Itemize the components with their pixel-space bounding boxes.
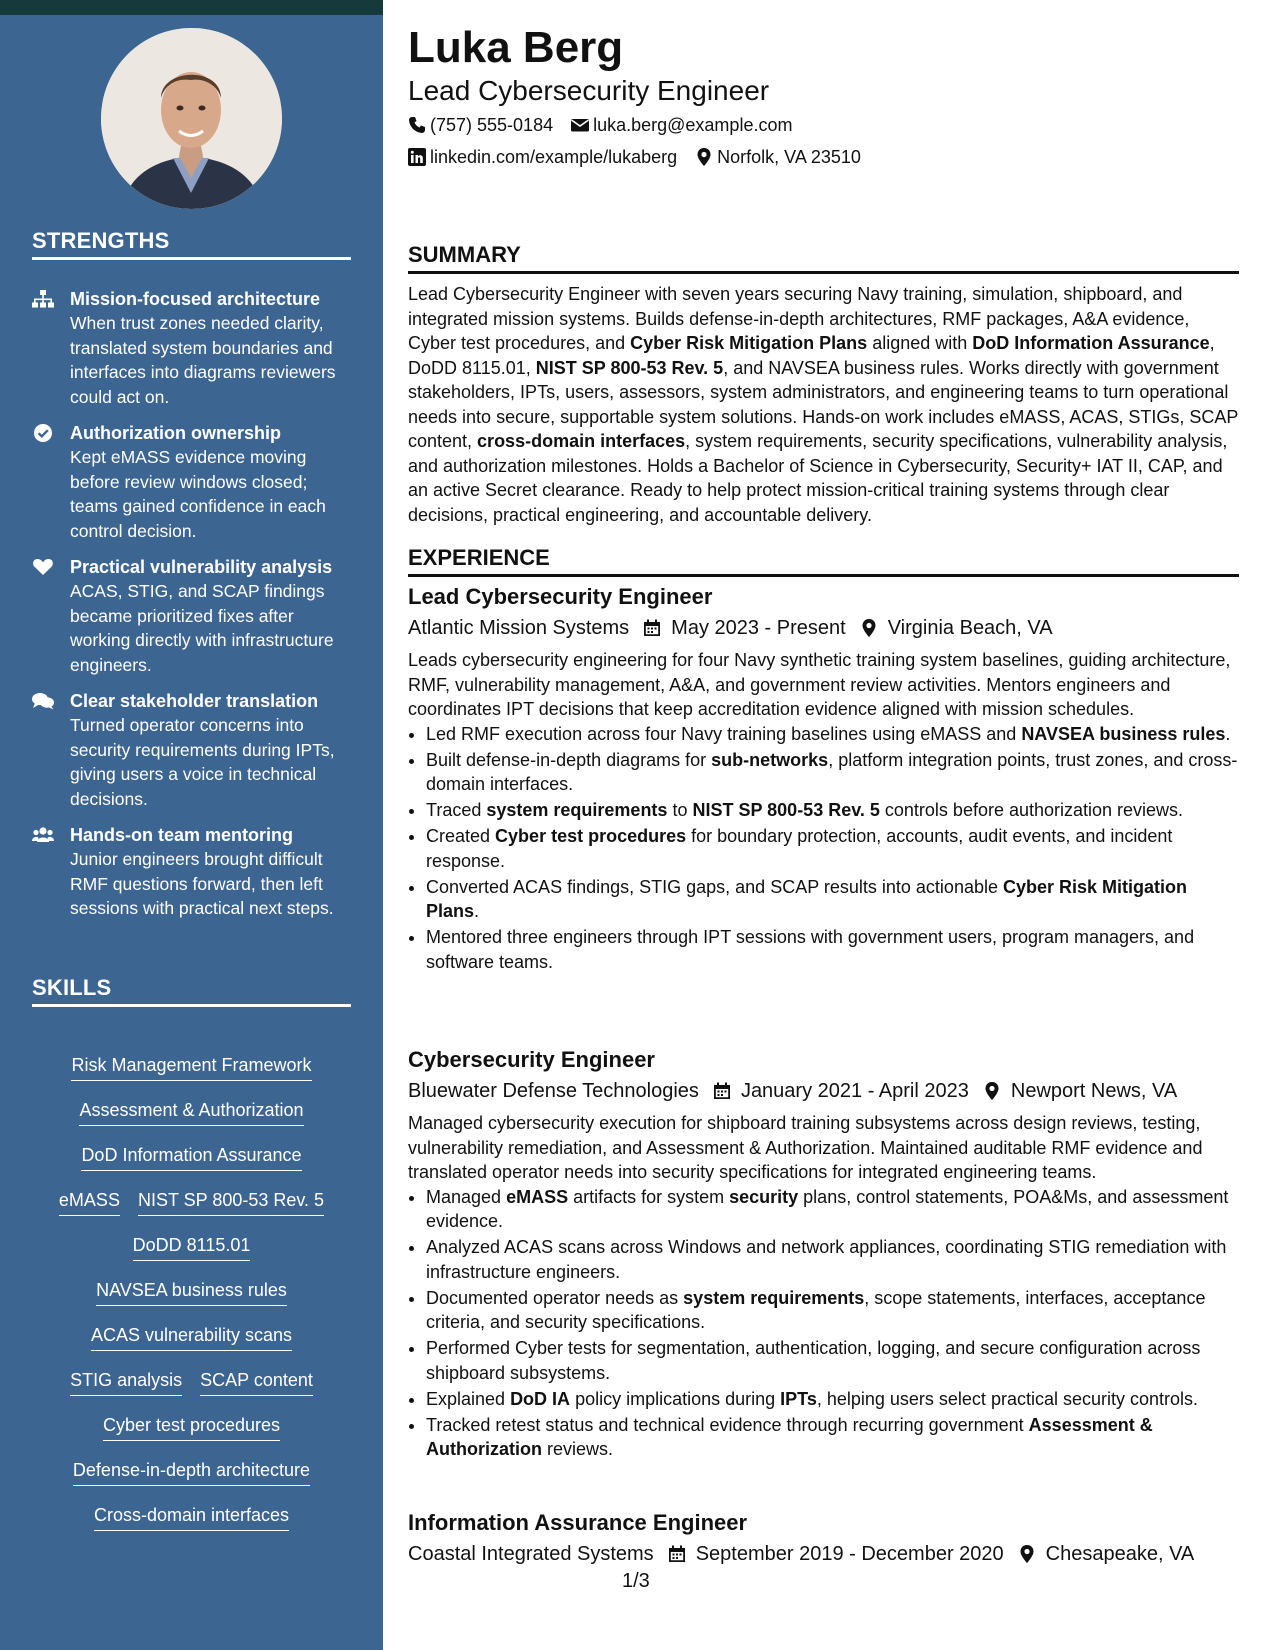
job-bullet bbox=[426, 925, 1239, 974]
bold-text: cross-domain interfaces bbox=[477, 431, 686, 451]
strength-item bbox=[32, 823, 351, 921]
text-segment: Lead Cybersecurity Engineer with seven years securing Navy training, simulation, shipboard, and integrated mission systems. Builds defense-in-depth architectures, RMF packages, A&A evidence, Cyber test procedures, and bbox=[408, 284, 1190, 353]
map-marker-icon bbox=[695, 148, 713, 166]
job-bullet bbox=[426, 1413, 1239, 1462]
linkedin-url: linkedin.com/example/lukaberg bbox=[430, 147, 678, 167]
skill-tag: NAVSEA business rules bbox=[96, 1277, 287, 1306]
text-segment: controls before authorization reviews. bbox=[879, 800, 1184, 820]
summary-text bbox=[408, 282, 1239, 527]
job-title: Information Assurance Engineer bbox=[408, 1510, 748, 1535]
strength-item bbox=[32, 689, 351, 811]
skill-tag: Defense-in-depth architecture bbox=[73, 1457, 310, 1486]
text-segment: Analyzed ACAS scans across Windows and network appliances, coordinating STIG remediation with infrastructure engineers. bbox=[426, 1237, 1227, 1282]
text-segment: Performed Cyber tests for segmentation, authentication, logging, and secure configuration across shipboard subsystems. bbox=[426, 1338, 1201, 1383]
job-bullet bbox=[426, 748, 1239, 797]
skill-tag: Assessment & Authorization bbox=[79, 1097, 303, 1126]
candidate-title: Lead Cybersecurity Engineer bbox=[408, 75, 770, 106]
job-bullet bbox=[426, 798, 1239, 823]
bold-text: Assessment & Authorization bbox=[426, 1414, 1153, 1459]
text-segment: , and NAVSEA business rules. Works directly with government stakeholders, IPTs, users, assessors, system administrators, and engineering teams to turn operational needs into secure, supportable system solutions. Hands-on work includes eMASS, ACAS, STIGs, SCAP content, bbox=[408, 357, 1239, 451]
skill-tag: DoD Information Assurance bbox=[81, 1142, 301, 1171]
bold-text: NIST SP 800-53 Rev. 5 bbox=[692, 800, 880, 820]
avatar bbox=[101, 28, 282, 209]
candidate-name: Luka Berg bbox=[408, 23, 624, 72]
skill-tag: Cyber test procedures bbox=[103, 1412, 280, 1441]
skill-tag: DoDD 8115.01 bbox=[133, 1232, 251, 1261]
dates-text: January 2021 - April 2023 bbox=[740, 1080, 969, 1102]
calendar-icon bbox=[668, 1545, 686, 1563]
sitemap-icon bbox=[32, 290, 54, 409]
sidebar-top-bar bbox=[0, 0, 383, 15]
skill-row bbox=[32, 1457, 351, 1502]
job-meta bbox=[408, 1075, 1239, 1107]
contact-row-1 bbox=[408, 113, 810, 137]
skill-row bbox=[32, 1367, 351, 1412]
bold-text: security bbox=[729, 1186, 799, 1207]
skill-tag: eMASS bbox=[59, 1187, 120, 1216]
strength-item bbox=[32, 287, 351, 409]
text-segment: , helping users select practical security controls. bbox=[816, 1388, 1199, 1409]
text-segment: . bbox=[1225, 723, 1231, 744]
users-icon bbox=[32, 826, 54, 921]
job-bullets bbox=[408, 722, 1239, 975]
text-segment: Built defense-in-depth diagrams for bbox=[426, 749, 712, 770]
email-address: luka.berg@example.com bbox=[593, 115, 793, 135]
dates-text: September 2019 - December 2020 bbox=[695, 1543, 1004, 1565]
bold-text: sub-networks bbox=[711, 749, 829, 770]
skills-heading: SKILLS bbox=[32, 975, 351, 1007]
bold-text: eMASS bbox=[506, 1186, 569, 1207]
strength-item bbox=[32, 555, 351, 677]
text-segment: Created bbox=[426, 826, 496, 846]
bold-text: Cyber Risk Mitigation Plans bbox=[426, 876, 1188, 921]
bold-text: NIST SP 800-53 Rev. 5 bbox=[535, 357, 724, 378]
skill-tag: SCAP content bbox=[200, 1367, 313, 1396]
check-circle-icon bbox=[32, 424, 54, 543]
skill-row bbox=[32, 1322, 351, 1367]
job-bullet bbox=[426, 1336, 1239, 1385]
bold-text: DoD Information Assurance bbox=[972, 333, 1210, 353]
strength-title: Mission-focused architecture bbox=[70, 289, 321, 309]
job-bullet bbox=[426, 1235, 1239, 1284]
job-title: Lead Cybersecurity Engineer bbox=[408, 584, 713, 609]
bold-text: DoD IA bbox=[510, 1388, 571, 1409]
text-segment: to bbox=[667, 800, 693, 820]
text-segment: Traced bbox=[426, 800, 487, 820]
job-summary: Managed cybersecurity execution for shipboard training subsystems across design reviews, testing, vulnerability remediation, and Assessment & Authorization. Maintained auditable RMF evidence and translated operator needs into security specifications for integrated engineering teams. bbox=[408, 1113, 1203, 1182]
map-marker-icon bbox=[1018, 1545, 1036, 1563]
strengths-list bbox=[32, 287, 351, 933]
skill-tag: Cross-domain interfaces bbox=[94, 1502, 289, 1531]
phone-number: (757) 555-0184 bbox=[430, 115, 554, 135]
company-name: Bluewater Defense Technologies bbox=[408, 1080, 699, 1102]
job-bullets bbox=[408, 1185, 1239, 1462]
skill-row bbox=[32, 1142, 351, 1187]
text-segment: Mentored three engineers through IPT sessions with government users, program managers, and software teams. bbox=[426, 927, 1195, 972]
skill-row bbox=[32, 1232, 351, 1277]
location-text: Virginia Beach, VA bbox=[887, 617, 1053, 639]
text-segment: Explained bbox=[426, 1388, 511, 1409]
text-segment: Documented operator needs as bbox=[426, 1287, 684, 1308]
job-dates bbox=[643, 612, 846, 644]
job-bullet bbox=[426, 1387, 1239, 1412]
summary-heading: SUMMARY bbox=[408, 241, 1239, 274]
job-bullet bbox=[426, 1286, 1239, 1335]
skill-tag: ACAS vulnerability scans bbox=[91, 1322, 292, 1351]
map-marker-icon bbox=[860, 619, 878, 637]
job-meta bbox=[408, 612, 1239, 644]
location-text: Chesapeake, VA bbox=[1045, 1543, 1195, 1565]
phone-contact[interactable] bbox=[408, 113, 553, 137]
bold-text: Cyber test procedures bbox=[495, 826, 687, 846]
text-segment: Converted ACAS findings, STIG gaps, and SCAP results into actionable bbox=[426, 876, 1003, 897]
strength-description: When trust zones needed clarity, translated system boundaries and interfaces into diagrams reviewers could act on. bbox=[70, 313, 336, 407]
strength-item bbox=[32, 421, 351, 543]
text-segment: , scope statements, interfaces, acceptance criteria, and security specifications. bbox=[426, 1287, 1206, 1332]
bold-text: Cyber Risk Mitigation Plans bbox=[630, 333, 868, 353]
experience-heading: EXPERIENCE bbox=[408, 544, 1239, 577]
text-segment: policy implications during bbox=[570, 1388, 781, 1409]
location-text: Newport News, VA bbox=[1010, 1080, 1178, 1102]
text-segment: aligned with bbox=[867, 333, 973, 353]
strength-title: Clear stakeholder translation bbox=[70, 691, 319, 711]
dates-text: May 2023 - Present bbox=[671, 617, 846, 639]
comments-icon bbox=[32, 692, 54, 811]
map-marker-icon bbox=[983, 1082, 1001, 1100]
contact-row-2 bbox=[408, 145, 879, 169]
text-segment: . bbox=[474, 901, 480, 921]
bold-text: IPTs bbox=[780, 1388, 817, 1409]
text-segment: for boundary protection, accounts, audit events, and incident response. bbox=[426, 826, 1173, 871]
job-bullet bbox=[426, 722, 1239, 747]
strength-title: Hands-on team mentoring bbox=[70, 825, 294, 845]
sidebar bbox=[0, 15, 383, 1650]
strength-description: ACAS, STIG, and SCAP findings became prioritized fixes after working directly with infrastructure engineers. bbox=[70, 581, 334, 675]
skill-row bbox=[32, 1277, 351, 1322]
text-segment: , DoDD 8115.01, bbox=[408, 333, 1215, 378]
heart-icon bbox=[32, 558, 54, 677]
job-entry bbox=[408, 1508, 1239, 1570]
skill-row bbox=[32, 1502, 351, 1547]
linkedin-icon bbox=[408, 148, 426, 166]
strength-description: Turned operator concerns into security requirements during IPTs, giving users a voice in technical decisions. bbox=[70, 715, 335, 809]
page-number: 1/3 bbox=[622, 1570, 650, 1592]
strength-title: Practical vulnerability analysis bbox=[70, 557, 333, 577]
job-meta bbox=[408, 1538, 1239, 1570]
linkedin-contact[interactable] bbox=[408, 145, 677, 169]
company-name: Coastal Integrated Systems bbox=[408, 1543, 654, 1565]
job-bullet bbox=[426, 875, 1239, 924]
skill-row bbox=[32, 1412, 351, 1457]
job-dates bbox=[713, 1075, 969, 1107]
job-entry bbox=[408, 1045, 1239, 1463]
job-location bbox=[860, 612, 1053, 644]
job-dates bbox=[668, 1538, 1004, 1570]
text-segment: reviews. bbox=[541, 1439, 613, 1459]
skill-row bbox=[32, 1187, 351, 1232]
company-name: Atlantic Mission Systems bbox=[408, 617, 630, 639]
text-segment: Tracked retest status and technical evidence through recurring government bbox=[426, 1414, 1029, 1435]
strength-description: Kept eMASS evidence moving before review windows closed; teams gained confidence in each control decision. bbox=[70, 447, 326, 541]
envelope-icon bbox=[571, 116, 589, 134]
job-title: Cybersecurity Engineer bbox=[408, 1047, 655, 1072]
location-contact bbox=[695, 145, 861, 169]
strength-description: Junior engineers brought difficult RMF questions forward, then left sessions with practical next steps. bbox=[70, 849, 334, 918]
skill-tag: STIG analysis bbox=[70, 1367, 182, 1396]
phone-icon bbox=[408, 116, 426, 134]
location-text: Norfolk, VA 23510 bbox=[717, 147, 861, 167]
email-contact[interactable] bbox=[571, 113, 792, 137]
skills-list bbox=[32, 1052, 351, 1547]
skill-row bbox=[32, 1097, 351, 1142]
job-location bbox=[983, 1075, 1177, 1107]
profile-photo bbox=[101, 28, 282, 209]
bold-text: system requirements bbox=[683, 1287, 865, 1308]
text-segment: artifacts for system bbox=[568, 1186, 730, 1207]
job-location bbox=[1018, 1538, 1195, 1570]
job-bullet bbox=[426, 824, 1239, 873]
text-segment: plans, control statements, POA&Ms, and assessment evidence. bbox=[426, 1186, 1229, 1231]
strength-title: Authorization ownership bbox=[70, 423, 281, 443]
text-segment: , platform integration points, trust zones, and cross-domain interfaces. bbox=[426, 749, 1238, 794]
job-summary: Leads cybersecurity engineering for four Navy synthetic training system baselines, guiding architecture, RMF, vulnerability management, A&A, and government review activities. Mentors engineers and coordinates IPT decisions that keep accreditation evidence aligned with mission schedules. bbox=[408, 650, 1231, 719]
strengths-heading: STRENGTHS bbox=[32, 228, 351, 260]
text-segment: Managed bbox=[426, 1186, 507, 1207]
bold-text: system requirements bbox=[486, 800, 668, 820]
calendar-icon bbox=[713, 1082, 731, 1100]
text-segment: Led RMF execution across four Navy training baselines using eMASS and bbox=[426, 723, 1022, 744]
skill-tag: Risk Management Framework bbox=[71, 1052, 311, 1081]
text-segment: , system requirements, security specifications, vulnerability analysis, and authorization milestones. Holds a Bachelor of Science in Cybersecurity, Security+ IAT II, CAP, and an active Secret clearance. Ready to help protect mission-critical training systems through clear decisions, practical engineering, and accountable delivery. bbox=[408, 431, 1228, 525]
job-bullet bbox=[426, 1185, 1239, 1234]
job-entry bbox=[408, 582, 1239, 976]
calendar-icon bbox=[643, 619, 661, 637]
bold-text: NAVSEA business rules bbox=[1021, 723, 1226, 744]
skill-tag: NIST SP 800-53 Rev. 5 bbox=[138, 1187, 324, 1216]
skill-row bbox=[32, 1052, 351, 1097]
